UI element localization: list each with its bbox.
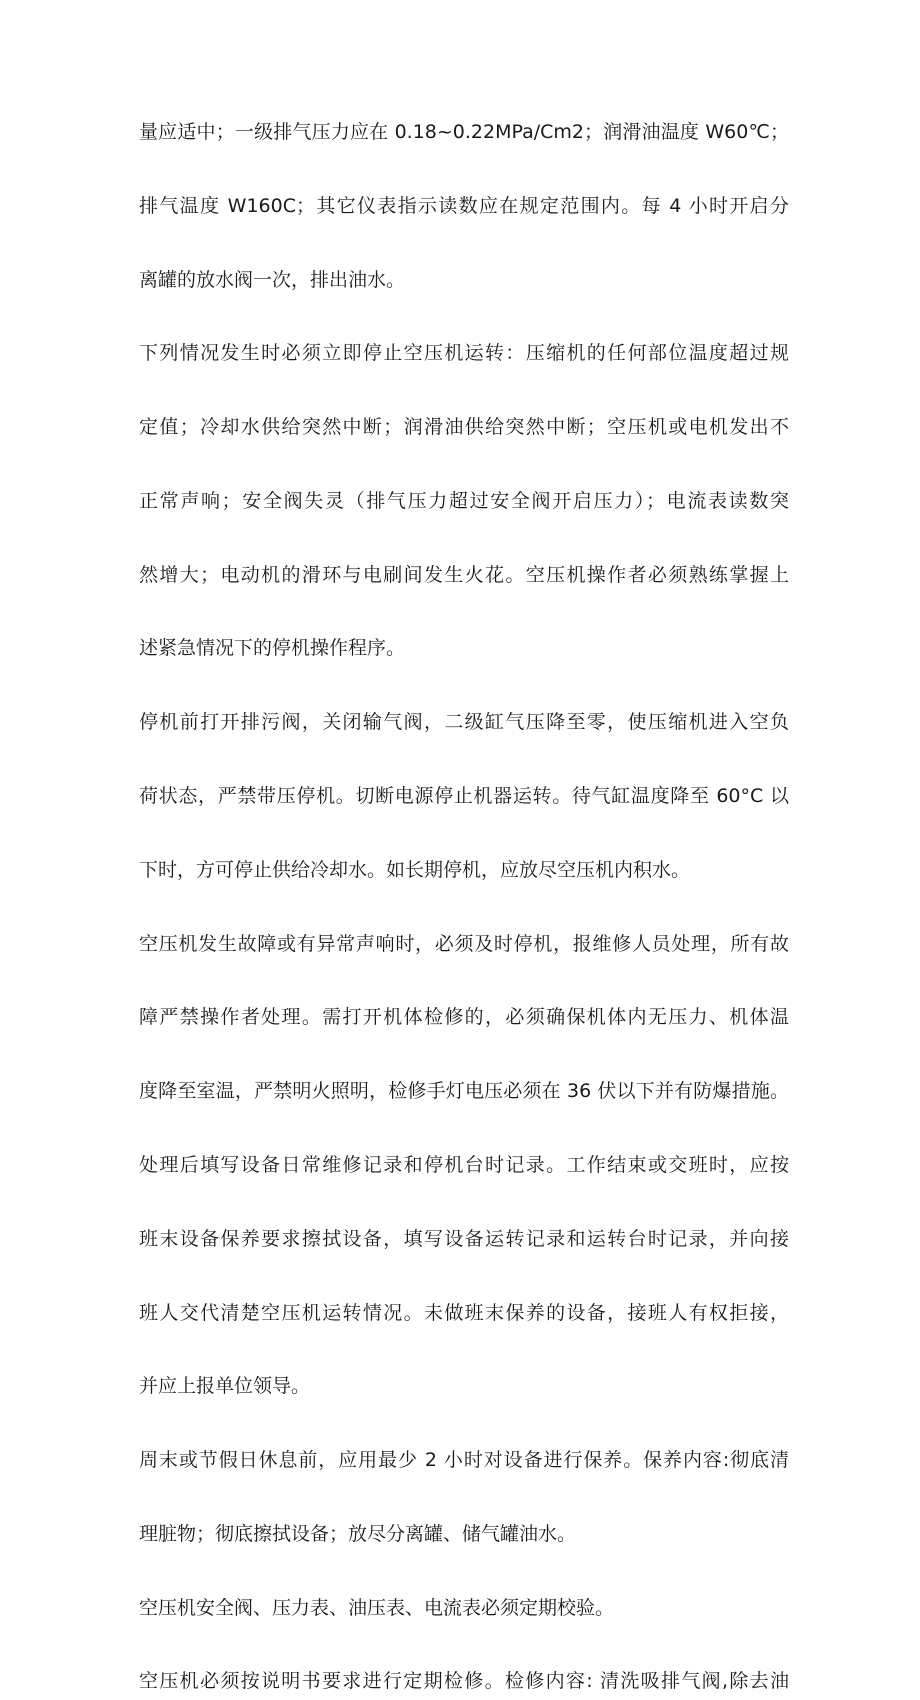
line-gap bbox=[139, 1184, 789, 1221]
line-gap bbox=[139, 1258, 789, 1295]
text-line: 班末设备保养要求擦拭设备，填写设备运转记录和运转台时记录，并向接 bbox=[139, 1227, 789, 1250]
line-gap bbox=[139, 1553, 789, 1590]
line-gap bbox=[139, 372, 789, 409]
text-line: 荷状态，严禁带压停机。切断电源停止机器运转。待气缸温度降至 60°C 以 bbox=[139, 785, 789, 808]
line-gap bbox=[139, 815, 789, 852]
text-line: 定值；冷却水供给突然中断；润滑油供给突然中断；空压机或电机发出不 bbox=[139, 416, 789, 439]
line-gap bbox=[139, 446, 789, 483]
line-gap bbox=[139, 889, 789, 926]
line-gap bbox=[139, 298, 789, 335]
line-gap bbox=[139, 741, 789, 778]
line-gap bbox=[139, 1627, 789, 1664]
text-line: 正常声响；安全阀失灵（排气压力超过安全阀开启压力）；电流表读数突 bbox=[139, 489, 789, 512]
text-line: 障严禁操作者处理。需打开机体检修的，必须确保机体内无压力、机体温 bbox=[139, 1006, 789, 1029]
text-line: 排气温度 W160C；其它仪表指示读数应在规定范围内。每 4 小时开启分 bbox=[139, 194, 789, 217]
text-line: 量应适中；一级排气压力应在 0.18~0.22MPa/Cm2；润滑油温度 W60℃； bbox=[139, 121, 789, 143]
line-gap bbox=[139, 1110, 789, 1147]
text-line: 空压机安全阀、压力表、油压表、电流表必须定期校验。 bbox=[139, 1596, 615, 1619]
text-line: 下时，方可停止供给冷却水。如长期停机，应放尽空压机内积水。 bbox=[139, 858, 691, 881]
text-line: 空压机必须按说明书要求进行定期检修。检修内容: 清洗吸排气阀,除去油 bbox=[139, 1670, 789, 1693]
line-gap bbox=[139, 1036, 789, 1073]
text-line: 停机前打开排污阀，关闭输气阀，二级缸气压降至零，使压缩机进入空负 bbox=[139, 711, 789, 734]
text-line: 下列情况发生时必须立即停止空压机运转：压缩机的任何部位温度超过规 bbox=[139, 342, 789, 365]
line-gap bbox=[139, 520, 789, 557]
line-gap bbox=[139, 151, 789, 188]
text-line: 空压机发生故障或有异常声响时，必须及时停机，报维修人员处理，所有故 bbox=[139, 932, 789, 955]
text-line: 然增大；电动机的滑环与电刷间发生火花。空压机操作者必须熟练掌握上 bbox=[139, 563, 789, 586]
text-line: 班人交代清楚空压机运转情况。未做班末保养的设备，接班人有权拒接， bbox=[139, 1301, 789, 1324]
text-line: 述紧急情况下的停机操作程序。 bbox=[139, 637, 406, 660]
line-gap bbox=[139, 594, 789, 631]
line-gap bbox=[139, 667, 789, 704]
text-line: 度降至室温，严禁明火照明，检修手灯电压必须在 36 伏以下并有防爆措施。 bbox=[139, 1080, 789, 1103]
line-gap bbox=[139, 1331, 789, 1368]
text-line: 处理后填写设备日常维修记录和停机台时记录。工作结束或交班时，应按 bbox=[139, 1153, 789, 1176]
text-line: 离罐的放水阀一次，排出油水。 bbox=[139, 268, 406, 291]
text-line: 并应上报单位领导。 bbox=[139, 1375, 311, 1398]
text-line: 周末或节假日休息前，应用最少 2 小时对设备进行保养。保养内容:彻底清 bbox=[139, 1449, 789, 1472]
text-line: 理脏物；彻底擦拭设备；放尽分离罐、储气罐油水。 bbox=[139, 1522, 577, 1545]
line-gap bbox=[139, 1479, 789, 1516]
line-gap bbox=[139, 225, 789, 262]
line-gap bbox=[139, 962, 789, 999]
line-gap bbox=[139, 1405, 789, 1442]
document-body bbox=[139, 114, 789, 1700]
